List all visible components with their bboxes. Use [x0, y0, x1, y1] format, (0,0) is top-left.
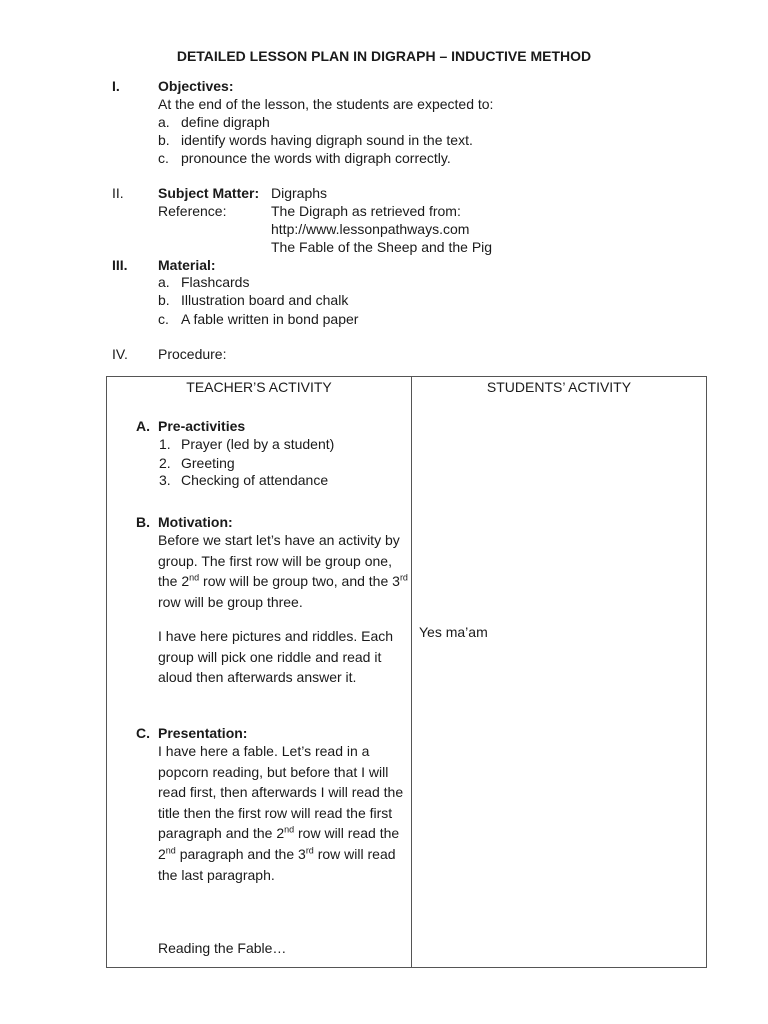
subject-matter-numeral: II. [112, 185, 124, 201]
subject-matter-value: Digraphs [271, 185, 328, 201]
objectives-numeral: I. [112, 78, 120, 94]
presentation-letter: C. [136, 725, 150, 741]
motivation-paragraph-1: Before we start let’s have an activity by group. The first row will be group one, the 2nd row will be group two, and the 3rd row will be group three. [158, 532, 408, 610]
objective-item-b-letter: b. [158, 132, 170, 148]
subject-matter-heading: Subject Matter: [158, 185, 260, 201]
material-item-c: A fable written in bond paper [181, 311, 359, 327]
pre-activity-3: Checking of attendance [181, 472, 329, 488]
reference-label: Reference: [158, 203, 227, 219]
objective-item-b: identify words having digraph sound in the text. [181, 132, 473, 148]
material-item-a: Flashcards [181, 274, 250, 290]
presentation-closing: Reading the Fable… [158, 940, 287, 956]
motivation-letter: B. [136, 514, 150, 530]
objectives-intro: At the end of the lesson, the students are expected to: [158, 96, 494, 112]
procedure-numeral: IV. [112, 346, 128, 362]
pre-activity-1: Prayer (led by a student) [181, 436, 335, 452]
presentation-heading: Presentation: [158, 725, 248, 741]
objective-item-a: define digraph [181, 114, 270, 130]
pre-activities-heading: Pre-activities [158, 418, 246, 434]
material-numeral: III. [112, 257, 128, 273]
objective-item-c-letter: c. [158, 150, 169, 166]
procedure-table [106, 376, 707, 968]
motivation-heading: Motivation: [158, 514, 233, 530]
pre-activities-letter: A. [136, 418, 150, 434]
material-item-b: Illustration board and chalk [181, 292, 349, 308]
reference-line-3: The Fable of the Sheep and the Pig [271, 239, 493, 255]
pre-activity-2: Greeting [181, 455, 235, 471]
motivation-paragraph-2: I have here pictures and riddles. Each group will pick one riddle and read it aloud then afterwards answer it. [158, 628, 394, 686]
material-item-b-letter: b. [158, 292, 170, 308]
student-response: Yes ma’am [419, 624, 488, 640]
objective-item-c: pronounce the words with digraph correctly. [181, 150, 451, 166]
reference-line-1: The Digraph as retrieved from: [271, 203, 461, 219]
material-item-c-letter: c. [158, 311, 169, 327]
material-item-a-letter: a. [158, 274, 170, 290]
document-title: DETAILED LESSON PLAN IN DIGRAPH – INDUCTIVE METHOD [176, 48, 592, 64]
students-activity-header: STUDENTS’ ACTIVITY [486, 379, 632, 395]
procedure-heading: Procedure: [158, 346, 227, 362]
pre-activity-2-num: 2. [159, 455, 171, 471]
objectives-heading: Objectives: [158, 78, 234, 94]
objective-item-a-letter: a. [158, 114, 170, 130]
material-heading: Material: [158, 257, 216, 273]
teacher-activity-header: TEACHER’S ACTIVITY [186, 379, 332, 395]
reference-url: http://www.lessonpathways.com [271, 221, 470, 237]
presentation-paragraph: I have here a fable. Let’s read in a popcorn reading, but before that I will read first, then afterwards I will read the title then the first row will read the first paragraph and the 2nd row will read the 2nd paragraph and the 3rd row will read the last paragraph. [158, 743, 404, 883]
column-divider [411, 377, 412, 967]
pre-activity-3-num: 3. [159, 472, 171, 488]
pre-activity-1-num: 1. [159, 436, 171, 452]
